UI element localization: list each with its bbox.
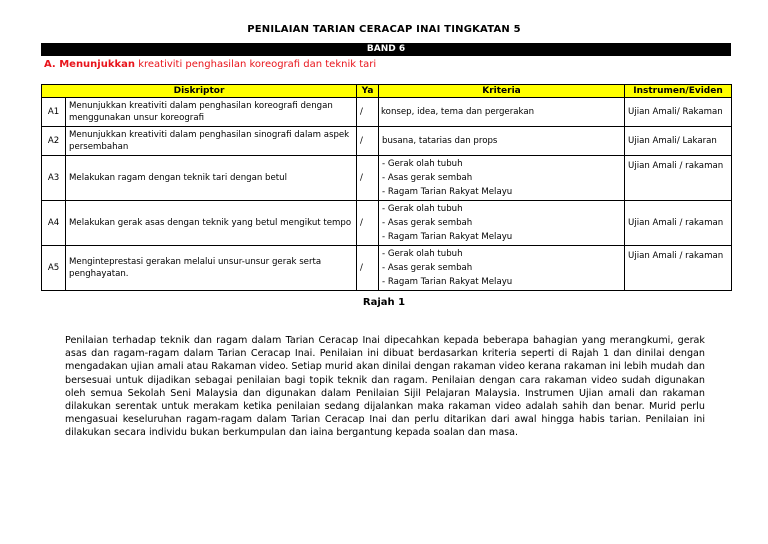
row-instrument: Ujian Amali/ Lakaran (625, 127, 732, 156)
criteria-item: - Gerak olah tubuh (382, 249, 463, 259)
table-row (42, 201, 732, 246)
row-code: A4 (42, 201, 66, 246)
row-criteria (379, 246, 625, 291)
row-instrument: Ujian Amali / rakaman (625, 201, 732, 246)
row-instrument: Ujian Amali/ Rakaman (625, 98, 732, 127)
row-descriptor: Melakukan ragam dengan teknik tari dengan betul (66, 156, 357, 201)
header-kriteria: Kriteria (379, 85, 625, 98)
row-criteria (379, 127, 625, 156)
criteria-item: - Asas gerak sembah (382, 218, 473, 228)
subheading-rest: kreativiti penghasilan koreografi dan teknik tari (135, 59, 377, 70)
criteria-item: - Asas gerak sembah (382, 263, 473, 273)
row-criteria (379, 156, 625, 201)
table-row (42, 246, 732, 291)
header-diskriptor: Diskriptor (42, 85, 357, 98)
criteria-item: - Ragam Tarian Rakyat Melayu (382, 277, 513, 287)
row-code: A2 (42, 127, 66, 156)
row-descriptor: Melakukan gerak asas dengan teknik yang betul mengikut tempo (66, 201, 357, 246)
row-code: A1 (42, 98, 66, 127)
table-row (42, 156, 732, 201)
criteria-item: - Gerak olah tubuh (382, 204, 463, 214)
row-ya-mark: / (357, 156, 379, 201)
criteria-item: busana, tatarias dan props (382, 136, 498, 146)
row-ya-mark: / (357, 98, 379, 127)
row-criteria (379, 98, 625, 127)
criteria-item: - Ragam Tarian Rakyat Melayu (382, 187, 513, 197)
row-descriptor: Menginteprestasi gerakan melalui unsur-unsur gerak serta penghayatan. (66, 246, 357, 291)
rubric-table (41, 84, 732, 291)
criteria-item: - Gerak olah tubuh (382, 159, 463, 169)
row-ya-mark: / (357, 246, 379, 291)
figure-caption: Rajah 1 (362, 297, 406, 308)
row-code: A3 (42, 156, 66, 201)
table-row (42, 127, 732, 156)
criteria-item: konsep, idea, tema dan pergerakan (381, 107, 535, 117)
table-header-row (42, 85, 732, 98)
row-ya-mark: / (357, 127, 379, 156)
page-title: PENILAIAN TARIAN CERACAP INAI TINGKATAN 5 (247, 24, 521, 35)
row-ya-mark: / (357, 201, 379, 246)
row-code: A5 (42, 246, 66, 291)
row-instrument: Ujian Amali / rakaman (625, 246, 732, 291)
criteria-item: - Asas gerak sembah (382, 173, 473, 183)
section-subheading (44, 59, 376, 70)
row-descriptor: Menunjukkan kreativiti dalam penghasilan sinografi dalam aspek persembahan (66, 127, 357, 156)
table-row (42, 98, 732, 127)
criteria-item: - Ragam Tarian Rakyat Melayu (382, 232, 513, 242)
body-paragraph: Penilaian terhadap teknik dan ragam dalam Tarian Ceracap Inai dipecahkan kepada beberapa bahagian yang merangkumi, gerak asas dan ragam-ragam dalam Tarian Ceracap Inai. Penilaian ini dibuat berdasarkan kriteria seperti di Rajah 1 dan dinilai dengan mengadakan ujian amali atau Rakaman video. Setiap murid akan dinilai dengan rakaman video kerana rakaman ini lebih mudah dan bersesuai untuk dijadikan sebagai penilaian bagi topik teknik dan ragam. Penilaian dengan cara rakaman video sudah digunakan oleh semua Sekolah Seni Malaysia dan digunakan dalam Penilaian Sijil Pelajaran Malaysia. Instrumen Ujian amali dan rakaman dilakukan serentak untuk merakam ketika penilaian sedang dijalankan maka rakaman video adalah sahih dan benar. Murid perlu mengasuai keseluruhan ragam-ragam dalam Tarian Ceracap Inai dan perlu ditarikan dari awal hingga habis tarian. Penilaian ini dilakukan secara individu bukan berkumpulan dan iaina bergantung kepada soalan dan masa. (65, 335, 705, 439)
row-instrument: Ujian Amali / rakaman (625, 156, 732, 201)
header-ya: Ya (357, 85, 379, 98)
row-descriptor: Menunjukkan kreativiti dalam penghasilan koreografi dengan menggunakan unsur koreografi (66, 98, 357, 127)
subheading-bold: A. Menunjukkan (44, 59, 136, 70)
header-instrumen: Instrumen/Eviden (625, 85, 732, 98)
row-criteria (379, 201, 625, 246)
band-bar: BAND 6 (41, 43, 731, 56)
